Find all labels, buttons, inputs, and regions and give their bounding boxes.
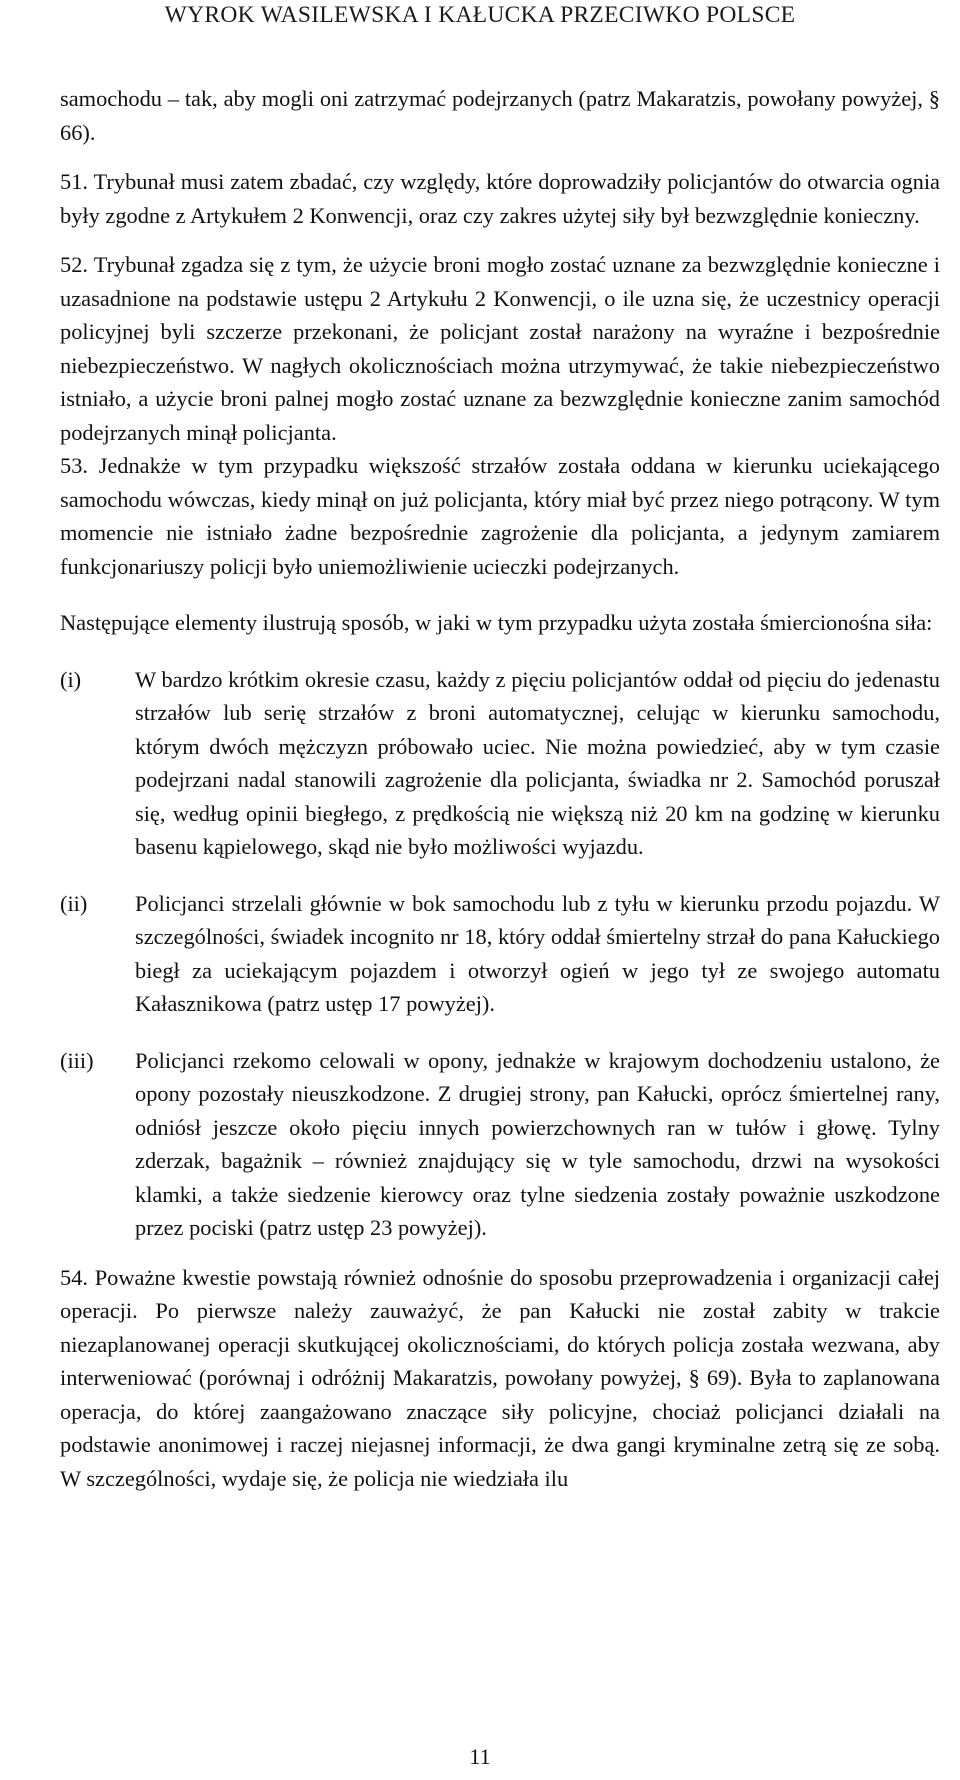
running-header: WYROK WASILEWSKA I KAŁUCKA PRZECIWKO POLSCE — [164, 2, 796, 28]
list-item-marker: (ii) — [60, 890, 88, 916]
list-item-marker: (iii) — [60, 1047, 94, 1073]
list-item — [60, 1044, 940, 1245]
paragraph-53: 53. Jednakże w tym przypadku większość strzałów została oddana w kierunku uciekającego samochodu wówczas, kiedy minął on już policjanta, który miał być przez niego potrącony. W tym momencie nie istniało żadne bezpośrednie zagrożenie dla policjanta, a jedynym zamiarem funkcjonariuszy policji było uniemożliwienie ucieczki podejrzanych. — [60, 453, 940, 579]
paragraph-54: 54. Poważne kwestie powstają również odnośnie do sposobu przeprowadzenia i organizacji całej operacji. Po pierwsze należy zauważyć, że pan Kałucki nie został zabity w trakcie niezaplanowanej operacji skutkującej okolicznościami, do których policja została wezwana, aby interweniować (porównaj i odróżnij Makaratzis, powołany powyżej, § 69). Była to zaplanowana operacja, do której zaangażowano znaczące siły policyjne, chociaż policjanci działali na podstawie anonimowej i raczej niejasnej informacji, że dwa gangi kryminalne zetrą się ze sobą. W szczególności, wydaje się, że policja nie wiedziała ilu — [60, 1264, 940, 1491]
paragraph-intro-elements: Następujące elementy ilustrują sposób, w jaki w tym przypadku użyta została śmiercionośna siła: — [60, 610, 933, 635]
list-item — [60, 663, 940, 864]
paragraph-52: 52. Trybunał zgadza się z tym, że użycie broni mogło zostać uznane za bezwzględnie konieczne i uzasadnione na podstawie ustępu 2 Artykułu 2 Konwencji, o ile uzna się, że uczestnicy operacji policyjnej byli szczerze przekonani, że policjant został narażony na wyraźne i bezpośrednie niebezpieczeństwo. W nagłych okolicznościach można utrzymywać, że takie niebezpieczeństwo istniało, a użycie broni palnej mogło zostać uznane za bezwzględnie konieczne zanim samochód podejrzanych minął policjanta. — [60, 252, 940, 445]
list-item-marker: (i) — [60, 666, 82, 692]
page-number: 11 — [469, 1744, 491, 1769]
paragraph-50-continuation: samochodu – tak, aby mogli oni zatrzymać podejrzanych (patrz Makaratzis, powołany powyżej, § 66). — [60, 86, 940, 145]
list-item — [60, 887, 940, 1021]
document-body — [60, 82, 940, 1495]
list-item-text: Policjanci rzekomo celowali w opony, jednakże w krajowym dochodzeniu ustalono, że opony pozostały nieuszkodzone. Z drugiej strony, pan Kałucki, oprócz śmiertelnej rany, odniósł jeszcze około pięciu innych powierzchownych ran w tułów i głowę. Tylny zderzak, bagażnik – również znajdujący się w tyle samochodu, drzwi na wysokości klamki, a także siedzenie kierowcy oraz tylne siedzenia zostały poważnie uszkodzone przez pociski (patrz ustęp 23 powyżej). — [135, 1047, 940, 1240]
paragraph-51: 51. Trybunał musi zatem zbadać, czy względy, które doprowadziły policjantów do otwarcia ognia były zgodne z Artykułem 2 Konwencji, oraz czy zakres użytej siły był bezwzględnie konieczny. — [60, 169, 940, 228]
list-item-text: Policjanci strzelali głównie w bok samochodu lub z tyłu w kierunku przodu pojazdu. W szczególności, świadek incognito nr 18, który oddał śmiertelny strzał do pana Kałuckiego biegł za uciekającym pojazdem i otworzył ogień w jego tył ze swojego automatu Kałasznikowa (patrz ustęp 17 powyżej). — [135, 890, 940, 1016]
list-item-text: W bardzo krótkim okresie czasu, każdy z pięciu policjantów oddał od pięciu do jedenastu strzałów lub serię strzałów z broni automatycznej, celując w kierunku samochodu, którym dwóch mężczyzn próbowało uciec. Nie można powiedzieć, aby w tym czasie podejrzani nadal stanowili zagrożenie dla policjanta, świadka nr 2. Samochód poruszał się, według opinii biegłego, z prędkością nie większą niż 20 km na godzinę w kierunku basenu kąpielowego, skąd nie było możliwości wyjazdu. — [135, 666, 940, 859]
